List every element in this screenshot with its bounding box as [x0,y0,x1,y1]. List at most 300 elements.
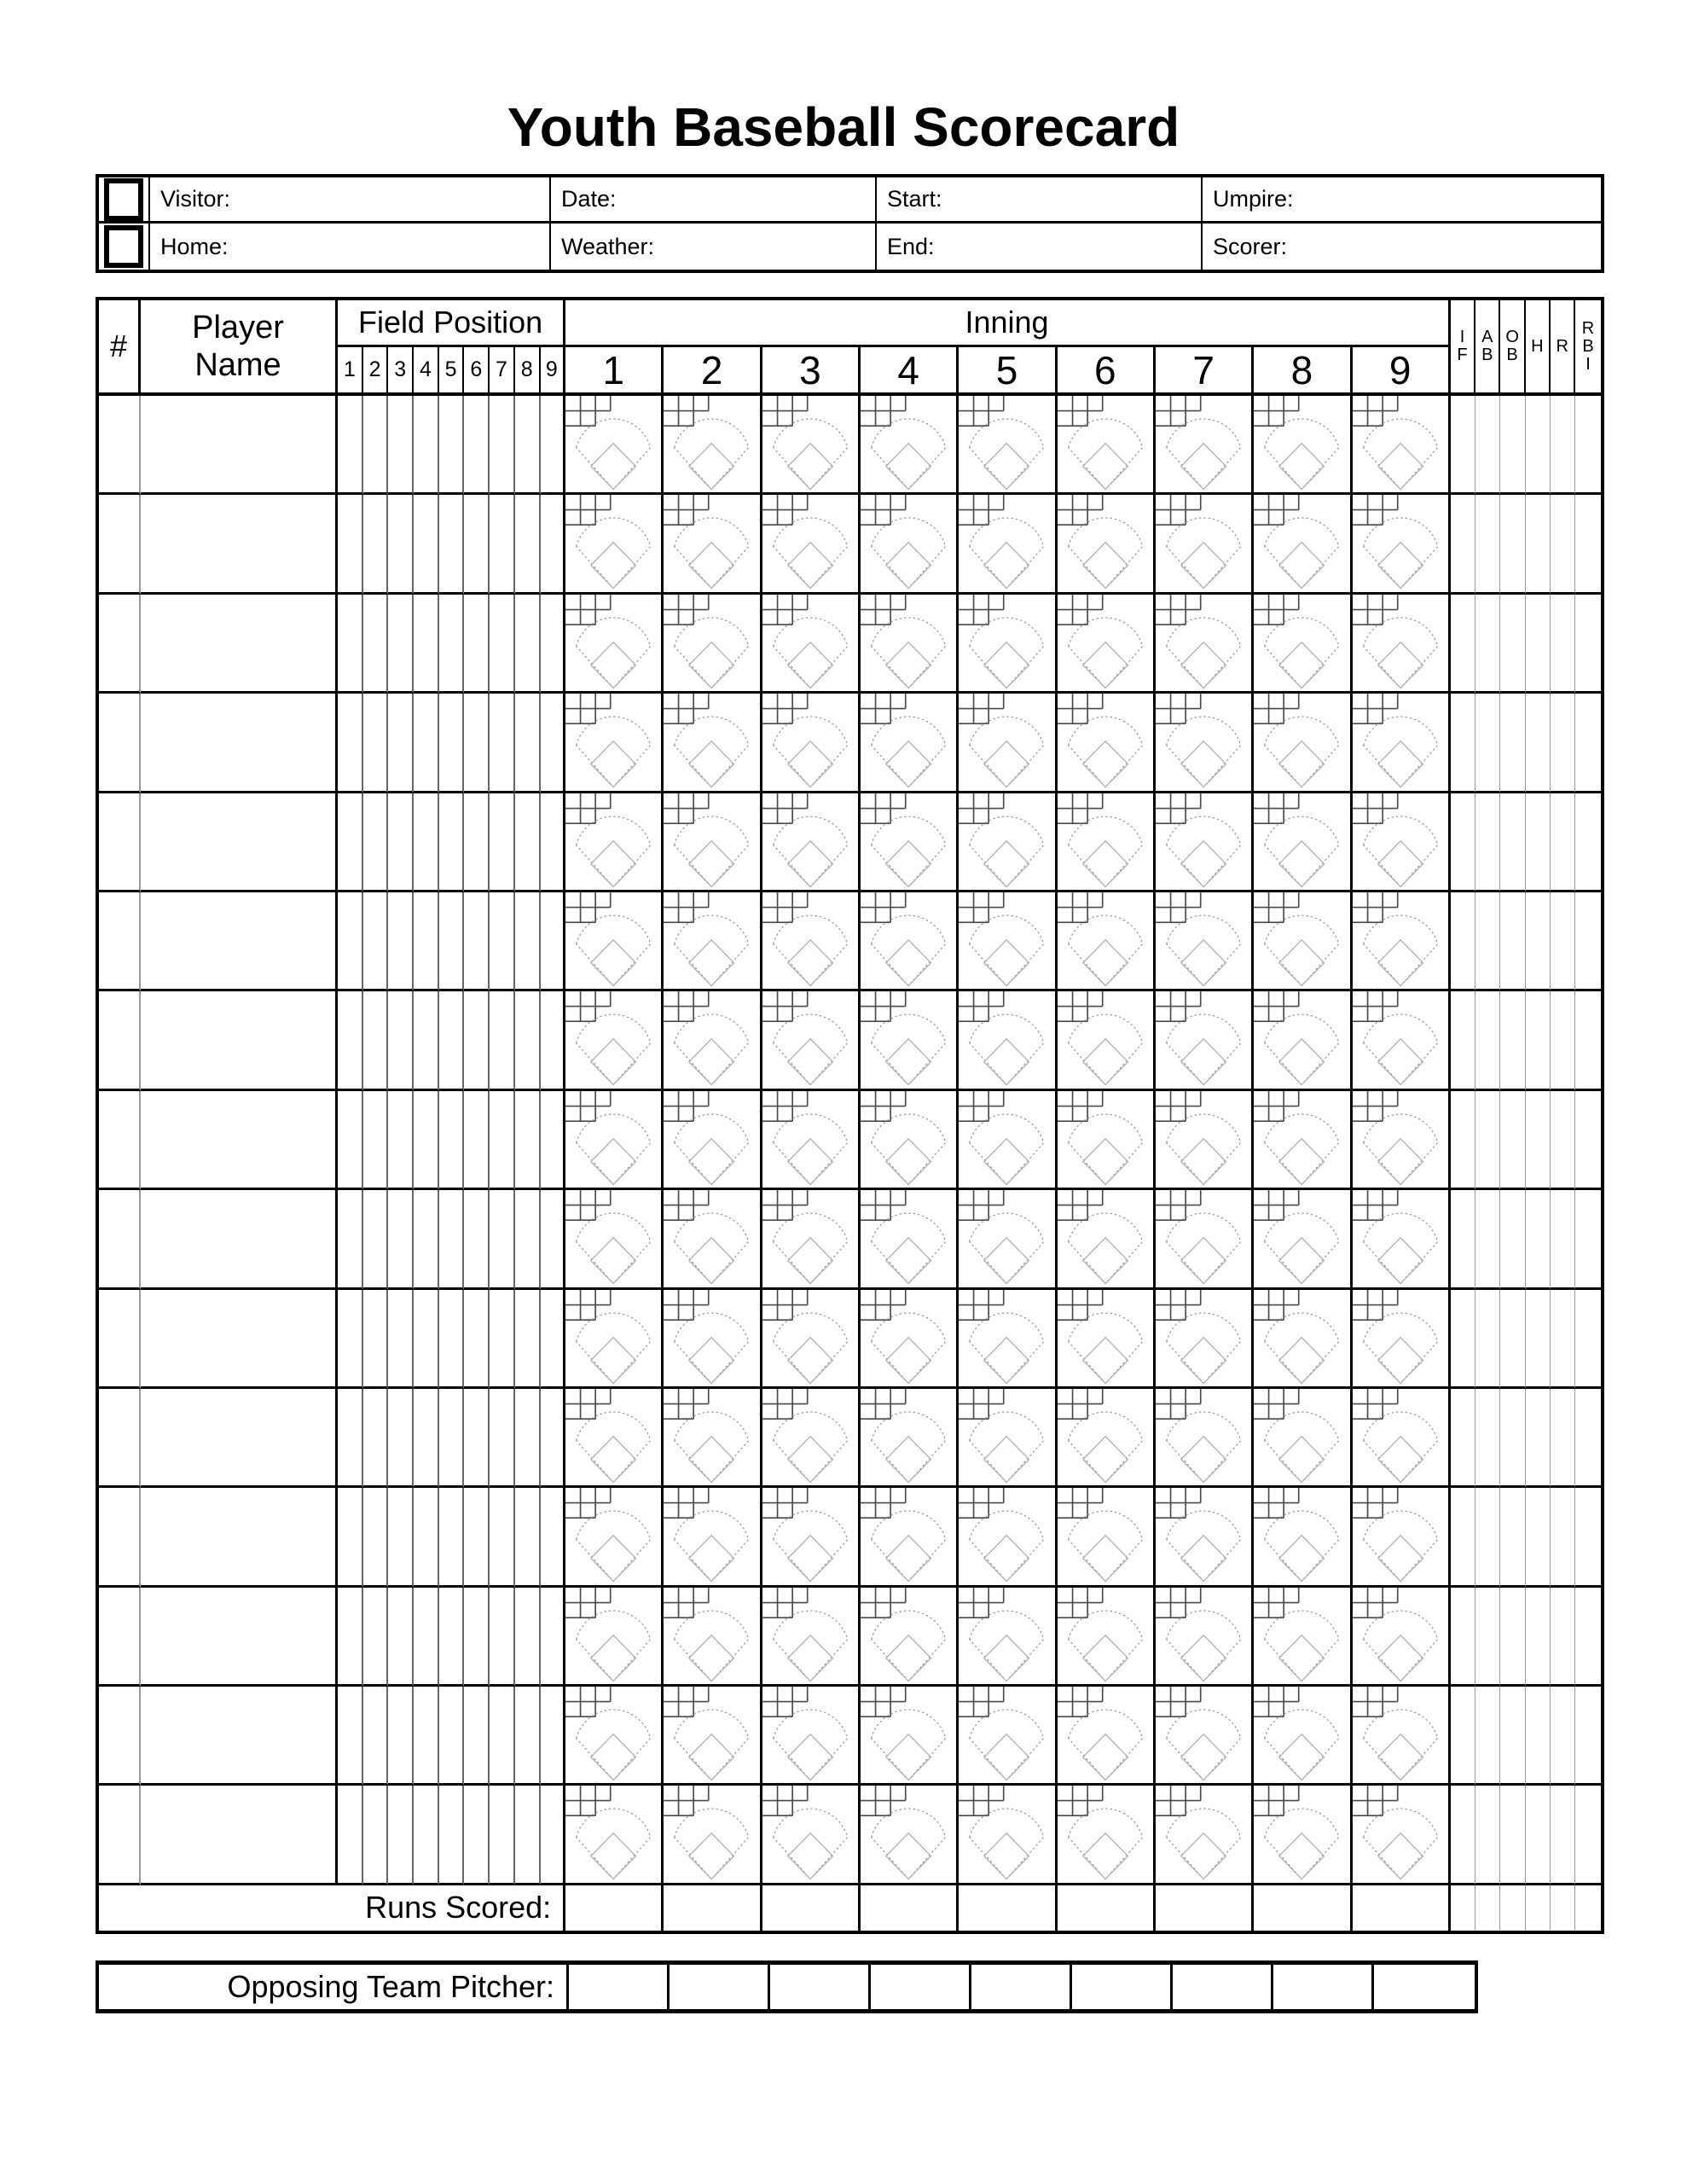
stat-cell-ab[interactable] [1475,495,1500,594]
inning-cell[interactable] [861,1488,959,1587]
stat-cell-ab[interactable] [1475,991,1500,1090]
fp-cell[interactable] [464,1389,490,1488]
inning-cell[interactable] [959,1687,1057,1786]
inning-cell[interactable] [664,495,762,594]
fp-cell[interactable] [338,1389,363,1488]
fp-cell[interactable] [363,595,389,694]
inning-cell[interactable] [664,694,762,793]
inning-cell[interactable] [565,694,664,793]
fp-cell[interactable] [363,1786,389,1885]
fp-cell[interactable] [388,1488,414,1587]
stat-cell-if[interactable] [1451,396,1475,495]
inning-cell[interactable] [1254,694,1352,793]
stat-cell-if[interactable] [1451,595,1475,694]
fp-cell[interactable] [464,892,490,991]
player-number-cell[interactable] [99,892,141,991]
inning-cell[interactable] [1058,892,1156,991]
stat-cell-h[interactable] [1526,1389,1551,1488]
stat-cell-if[interactable] [1451,991,1475,1090]
fp-cell[interactable] [515,1687,541,1786]
player-name-cell[interactable] [141,495,338,594]
player-name-cell[interactable] [141,991,338,1090]
stat-cell-r[interactable] [1551,1588,1575,1687]
inning-cell[interactable] [1058,1588,1156,1687]
stat-cell-if[interactable] [1451,1190,1475,1289]
player-name-cell[interactable] [141,396,338,495]
fp-cell[interactable] [414,495,439,594]
runs-scored-cell[interactable] [861,1885,959,1931]
inning-cell[interactable] [861,1290,959,1389]
inning-cell[interactable] [565,1687,664,1786]
fp-cell[interactable] [541,595,566,694]
inning-cell[interactable] [664,1588,762,1687]
stat-cell-rbi[interactable] [1575,495,1600,594]
stat-cell-r[interactable] [1551,991,1575,1090]
inning-cell[interactable] [1156,694,1254,793]
inning-cell[interactable] [664,1290,762,1389]
inning-cell[interactable] [861,793,959,892]
player-name-cell[interactable] [141,1588,338,1687]
inning-cell[interactable] [1353,991,1451,1090]
player-name-cell[interactable] [141,1091,338,1190]
inning-cell[interactable] [762,396,861,495]
stat-cell-ob[interactable] [1500,595,1525,694]
inning-cell[interactable] [1254,495,1352,594]
inning-cell[interactable] [664,595,762,694]
stat-cell-ab[interactable] [1475,1290,1500,1389]
inning-cell[interactable] [664,396,762,495]
inning-cell[interactable] [1058,1290,1156,1389]
inning-cell[interactable] [959,694,1057,793]
opposing-pitcher-cell[interactable] [1173,1965,1273,2009]
fp-cell[interactable] [541,793,566,892]
fp-cell[interactable] [515,793,541,892]
stat-cell-ob[interactable] [1500,991,1525,1090]
fp-cell[interactable] [464,991,490,1090]
fp-cell[interactable] [388,1190,414,1289]
fp-cell[interactable] [388,1786,414,1885]
stat-cell-ob[interactable] [1500,1488,1525,1587]
fp-cell[interactable] [464,1488,490,1587]
visitor-checkbox[interactable] [104,178,143,221]
inning-cell[interactable] [1058,495,1156,594]
runs-stat-cell-ob[interactable] [1500,1885,1525,1931]
inning-cell[interactable] [861,1091,959,1190]
inning-cell[interactable] [1254,1091,1352,1190]
fp-cell[interactable] [439,1488,465,1587]
stat-cell-rbi[interactable] [1575,1786,1600,1885]
fp-cell[interactable] [490,1687,515,1786]
player-name-cell[interactable] [141,1389,338,1488]
fp-cell[interactable] [439,1290,465,1389]
inning-cell[interactable] [762,694,861,793]
fp-cell[interactable] [338,694,363,793]
fp-cell[interactable] [541,1687,566,1786]
stat-cell-rbi[interactable] [1575,991,1600,1090]
stat-cell-r[interactable] [1551,694,1575,793]
fp-cell[interactable] [490,396,515,495]
inning-cell[interactable] [762,1488,861,1587]
player-name-cell[interactable] [141,892,338,991]
stat-cell-rbi[interactable] [1575,793,1600,892]
stat-cell-ab[interactable] [1475,1091,1500,1190]
fp-cell[interactable] [515,991,541,1090]
inning-cell[interactable] [1058,1687,1156,1786]
stat-cell-if[interactable] [1451,1687,1475,1786]
stat-cell-ab[interactable] [1475,1389,1500,1488]
fp-cell[interactable] [363,1687,389,1786]
player-name-cell[interactable] [141,793,338,892]
inning-cell[interactable] [664,1786,762,1885]
fp-cell[interactable] [388,1687,414,1786]
opposing-pitcher-cell[interactable] [1273,1965,1374,2009]
fp-cell[interactable] [541,694,566,793]
inning-cell[interactable] [1353,892,1451,991]
fp-cell[interactable] [414,892,439,991]
opposing-pitcher-cell[interactable] [770,1965,871,2009]
stat-cell-ob[interactable] [1500,1588,1525,1687]
opposing-pitcher-cell[interactable] [871,1965,971,2009]
inning-cell[interactable] [1254,892,1352,991]
runs-stat-cell-if[interactable] [1451,1885,1475,1931]
fp-cell[interactable] [515,595,541,694]
fp-cell[interactable] [464,396,490,495]
inning-cell[interactable] [959,1588,1057,1687]
stat-cell-if[interactable] [1451,1488,1475,1587]
inning-cell[interactable] [762,495,861,594]
inning-cell[interactable] [565,1389,664,1488]
fp-cell[interactable] [363,793,389,892]
fp-cell[interactable] [541,892,566,991]
fp-cell[interactable] [439,495,465,594]
fp-cell[interactable] [414,1091,439,1190]
inning-cell[interactable] [565,595,664,694]
fp-cell[interactable] [515,1588,541,1687]
runs-scored-cell[interactable] [959,1885,1057,1931]
stat-cell-rbi[interactable] [1575,1687,1600,1786]
fp-cell[interactable] [363,1488,389,1587]
stat-cell-ob[interactable] [1500,396,1525,495]
player-number-cell[interactable] [99,991,141,1090]
fp-cell[interactable] [388,892,414,991]
inning-cell[interactable] [1156,793,1254,892]
fp-cell[interactable] [515,1389,541,1488]
fp-cell[interactable] [338,1588,363,1687]
fp-cell[interactable] [541,1786,566,1885]
stat-cell-h[interactable] [1526,1588,1551,1687]
fp-cell[interactable] [515,694,541,793]
stat-cell-ab[interactable] [1475,694,1500,793]
fp-cell[interactable] [388,1290,414,1389]
stat-cell-if[interactable] [1451,793,1475,892]
inning-cell[interactable] [664,1190,762,1289]
inning-cell[interactable] [1156,1488,1254,1587]
runs-scored-cell[interactable] [664,1885,762,1931]
inning-cell[interactable] [959,1389,1057,1488]
fp-cell[interactable] [338,1488,363,1587]
player-number-cell[interactable] [99,1488,141,1587]
fp-cell[interactable] [414,991,439,1090]
inning-cell[interactable] [664,1389,762,1488]
inning-cell[interactable] [664,991,762,1090]
stat-cell-rbi[interactable] [1575,1290,1600,1389]
inning-cell[interactable] [1156,396,1254,495]
inning-cell[interactable] [1254,793,1352,892]
fp-cell[interactable] [338,495,363,594]
inning-cell[interactable] [565,1488,664,1587]
fp-cell[interactable] [464,1190,490,1289]
stat-cell-rbi[interactable] [1575,1091,1600,1190]
inning-cell[interactable] [1058,1190,1156,1289]
stat-cell-h[interactable] [1526,892,1551,991]
opposing-pitcher-cell[interactable] [1072,1965,1173,2009]
stat-cell-ab[interactable] [1475,396,1500,495]
fp-cell[interactable] [414,1389,439,1488]
fp-cell[interactable] [490,495,515,594]
inning-cell[interactable] [664,1091,762,1190]
fp-cell[interactable] [490,793,515,892]
player-number-cell[interactable] [99,1290,141,1389]
inning-cell[interactable] [1353,495,1451,594]
fp-cell[interactable] [388,1389,414,1488]
inning-cell[interactable] [762,1290,861,1389]
inning-cell[interactable] [1058,595,1156,694]
inning-cell[interactable] [1156,1687,1254,1786]
fp-cell[interactable] [414,1786,439,1885]
stat-cell-r[interactable] [1551,495,1575,594]
fp-cell[interactable] [541,1091,566,1190]
inning-cell[interactable] [565,1190,664,1289]
fp-cell[interactable] [414,793,439,892]
inning-cell[interactable] [1058,396,1156,495]
stat-cell-h[interactable] [1526,991,1551,1090]
inning-cell[interactable] [959,892,1057,991]
fp-cell[interactable] [490,1190,515,1289]
runs-scored-cell[interactable] [1058,1885,1156,1931]
inning-cell[interactable] [1156,1588,1254,1687]
stat-cell-ab[interactable] [1475,1588,1500,1687]
inning-cell[interactable] [1058,1786,1156,1885]
stat-cell-r[interactable] [1551,1290,1575,1389]
inning-cell[interactable] [1353,1588,1451,1687]
runs-stat-cell-rbi[interactable] [1575,1885,1600,1931]
stat-cell-ab[interactable] [1475,1786,1500,1885]
inning-cell[interactable] [861,1190,959,1289]
stat-cell-r[interactable] [1551,1687,1575,1786]
inning-cell[interactable] [1353,694,1451,793]
player-name-cell[interactable] [141,1190,338,1289]
stat-cell-h[interactable] [1526,1091,1551,1190]
inning-cell[interactable] [861,694,959,793]
opposing-pitcher-cell[interactable] [971,1965,1072,2009]
fp-cell[interactable] [490,1290,515,1389]
fp-cell[interactable] [490,1786,515,1885]
inning-cell[interactable] [1254,1488,1352,1587]
fp-cell[interactable] [439,694,465,793]
inning-cell[interactable] [565,495,664,594]
inning-cell[interactable] [959,793,1057,892]
fp-cell[interactable] [338,595,363,694]
inning-cell[interactable] [861,1786,959,1885]
stat-cell-ab[interactable] [1475,1488,1500,1587]
inning-cell[interactable] [1353,595,1451,694]
inning-cell[interactable] [565,396,664,495]
fp-cell[interactable] [515,1786,541,1885]
fp-cell[interactable] [363,991,389,1090]
player-number-cell[interactable] [99,1389,141,1488]
fp-cell[interactable] [414,1290,439,1389]
stat-cell-r[interactable] [1551,1488,1575,1587]
fp-cell[interactable] [439,793,465,892]
inning-cell[interactable] [959,1488,1057,1587]
opposing-pitcher-cell[interactable] [670,1965,770,2009]
fp-cell[interactable] [363,396,389,495]
runs-stat-cell-ab[interactable] [1475,1885,1500,1931]
inning-cell[interactable] [861,1687,959,1786]
fp-cell[interactable] [464,595,490,694]
fp-cell[interactable] [439,1588,465,1687]
fp-cell[interactable] [464,793,490,892]
inning-cell[interactable] [1156,991,1254,1090]
inning-cell[interactable] [1254,1687,1352,1786]
inning-cell[interactable] [1353,396,1451,495]
inning-cell[interactable] [959,1290,1057,1389]
stat-cell-ob[interactable] [1500,1389,1525,1488]
inning-cell[interactable] [1353,793,1451,892]
player-name-cell[interactable] [141,1488,338,1587]
player-number-cell[interactable] [99,1588,141,1687]
fp-cell[interactable] [338,892,363,991]
stat-cell-ab[interactable] [1475,1190,1500,1289]
fp-cell[interactable] [338,1091,363,1190]
stat-cell-if[interactable] [1451,694,1475,793]
stat-cell-ab[interactable] [1475,1687,1500,1786]
fp-cell[interactable] [490,694,515,793]
fp-cell[interactable] [338,1786,363,1885]
fp-cell[interactable] [490,892,515,991]
fp-cell[interactable] [338,991,363,1090]
fp-cell[interactable] [363,495,389,594]
inning-cell[interactable] [1353,1389,1451,1488]
fp-cell[interactable] [388,694,414,793]
stat-cell-if[interactable] [1451,495,1475,594]
inning-cell[interactable] [1353,1290,1451,1389]
stat-cell-if[interactable] [1451,1290,1475,1389]
runs-scored-cell[interactable] [565,1885,664,1931]
runs-scored-cell[interactable] [1353,1885,1451,1931]
inning-cell[interactable] [1058,694,1156,793]
stat-cell-ob[interactable] [1500,495,1525,594]
inning-cell[interactable] [861,595,959,694]
date-field[interactable] [551,177,877,224]
stat-cell-rbi[interactable] [1575,1588,1600,1687]
fp-cell[interactable] [439,1389,465,1488]
stat-cell-ob[interactable] [1500,1687,1525,1786]
fp-cell[interactable] [515,1488,541,1587]
fp-cell[interactable] [414,694,439,793]
inning-cell[interactable] [959,1190,1057,1289]
runs-stat-cell-h[interactable] [1526,1885,1551,1931]
fp-cell[interactable] [363,1190,389,1289]
inning-cell[interactable] [762,1190,861,1289]
inning-cell[interactable] [1353,1190,1451,1289]
weather-field[interactable] [551,224,877,270]
stat-cell-if[interactable] [1451,1588,1475,1687]
inning-cell[interactable] [1254,1786,1352,1885]
fp-cell[interactable] [388,991,414,1090]
stat-cell-ab[interactable] [1475,793,1500,892]
fp-cell[interactable] [414,396,439,495]
inning-cell[interactable] [664,1687,762,1786]
stat-cell-h[interactable] [1526,1190,1551,1289]
fp-cell[interactable] [439,396,465,495]
runs-scored-cell[interactable] [1254,1885,1352,1931]
player-number-cell[interactable] [99,1786,141,1885]
end-field[interactable] [877,224,1203,270]
player-number-cell[interactable] [99,1091,141,1190]
visitor-field[interactable] [150,177,551,224]
fp-cell[interactable] [439,1091,465,1190]
stat-cell-ob[interactable] [1500,1190,1525,1289]
stat-cell-h[interactable] [1526,1786,1551,1885]
inning-cell[interactable] [861,396,959,495]
inning-cell[interactable] [762,991,861,1090]
stat-cell-r[interactable] [1551,892,1575,991]
fp-cell[interactable] [464,1786,490,1885]
fp-cell[interactable] [541,991,566,1090]
fp-cell[interactable] [439,892,465,991]
inning-cell[interactable] [959,1091,1057,1190]
fp-cell[interactable] [338,1190,363,1289]
opposing-pitcher-cell[interactable] [569,1965,670,2009]
fp-cell[interactable] [464,1091,490,1190]
fp-cell[interactable] [464,1588,490,1687]
inning-cell[interactable] [762,1687,861,1786]
fp-cell[interactable] [439,991,465,1090]
inning-cell[interactable] [565,991,664,1090]
stat-cell-rbi[interactable] [1575,694,1600,793]
stat-cell-rbi[interactable] [1575,396,1600,495]
fp-cell[interactable] [414,1687,439,1786]
fp-cell[interactable] [464,495,490,594]
fp-cell[interactable] [338,793,363,892]
fp-cell[interactable] [388,1588,414,1687]
fp-cell[interactable] [439,595,465,694]
player-number-cell[interactable] [99,495,141,594]
stat-cell-r[interactable] [1551,396,1575,495]
inning-cell[interactable] [1353,1687,1451,1786]
inning-cell[interactable] [1156,1190,1254,1289]
inning-cell[interactable] [1156,1786,1254,1885]
stat-cell-rbi[interactable] [1575,1190,1600,1289]
fp-cell[interactable] [363,1389,389,1488]
inning-cell[interactable] [565,1091,664,1190]
fp-cell[interactable] [414,1488,439,1587]
fp-cell[interactable] [490,1588,515,1687]
fp-cell[interactable] [388,595,414,694]
stat-cell-ob[interactable] [1500,1091,1525,1190]
inning-cell[interactable] [1353,1786,1451,1885]
stat-cell-ab[interactable] [1475,595,1500,694]
player-name-cell[interactable] [141,1786,338,1885]
stat-cell-if[interactable] [1451,892,1475,991]
inning-cell[interactable] [1058,1091,1156,1190]
fp-cell[interactable] [363,1588,389,1687]
fp-cell[interactable] [515,1091,541,1190]
fp-cell[interactable] [388,1091,414,1190]
player-number-cell[interactable] [99,595,141,694]
stat-cell-h[interactable] [1526,595,1551,694]
